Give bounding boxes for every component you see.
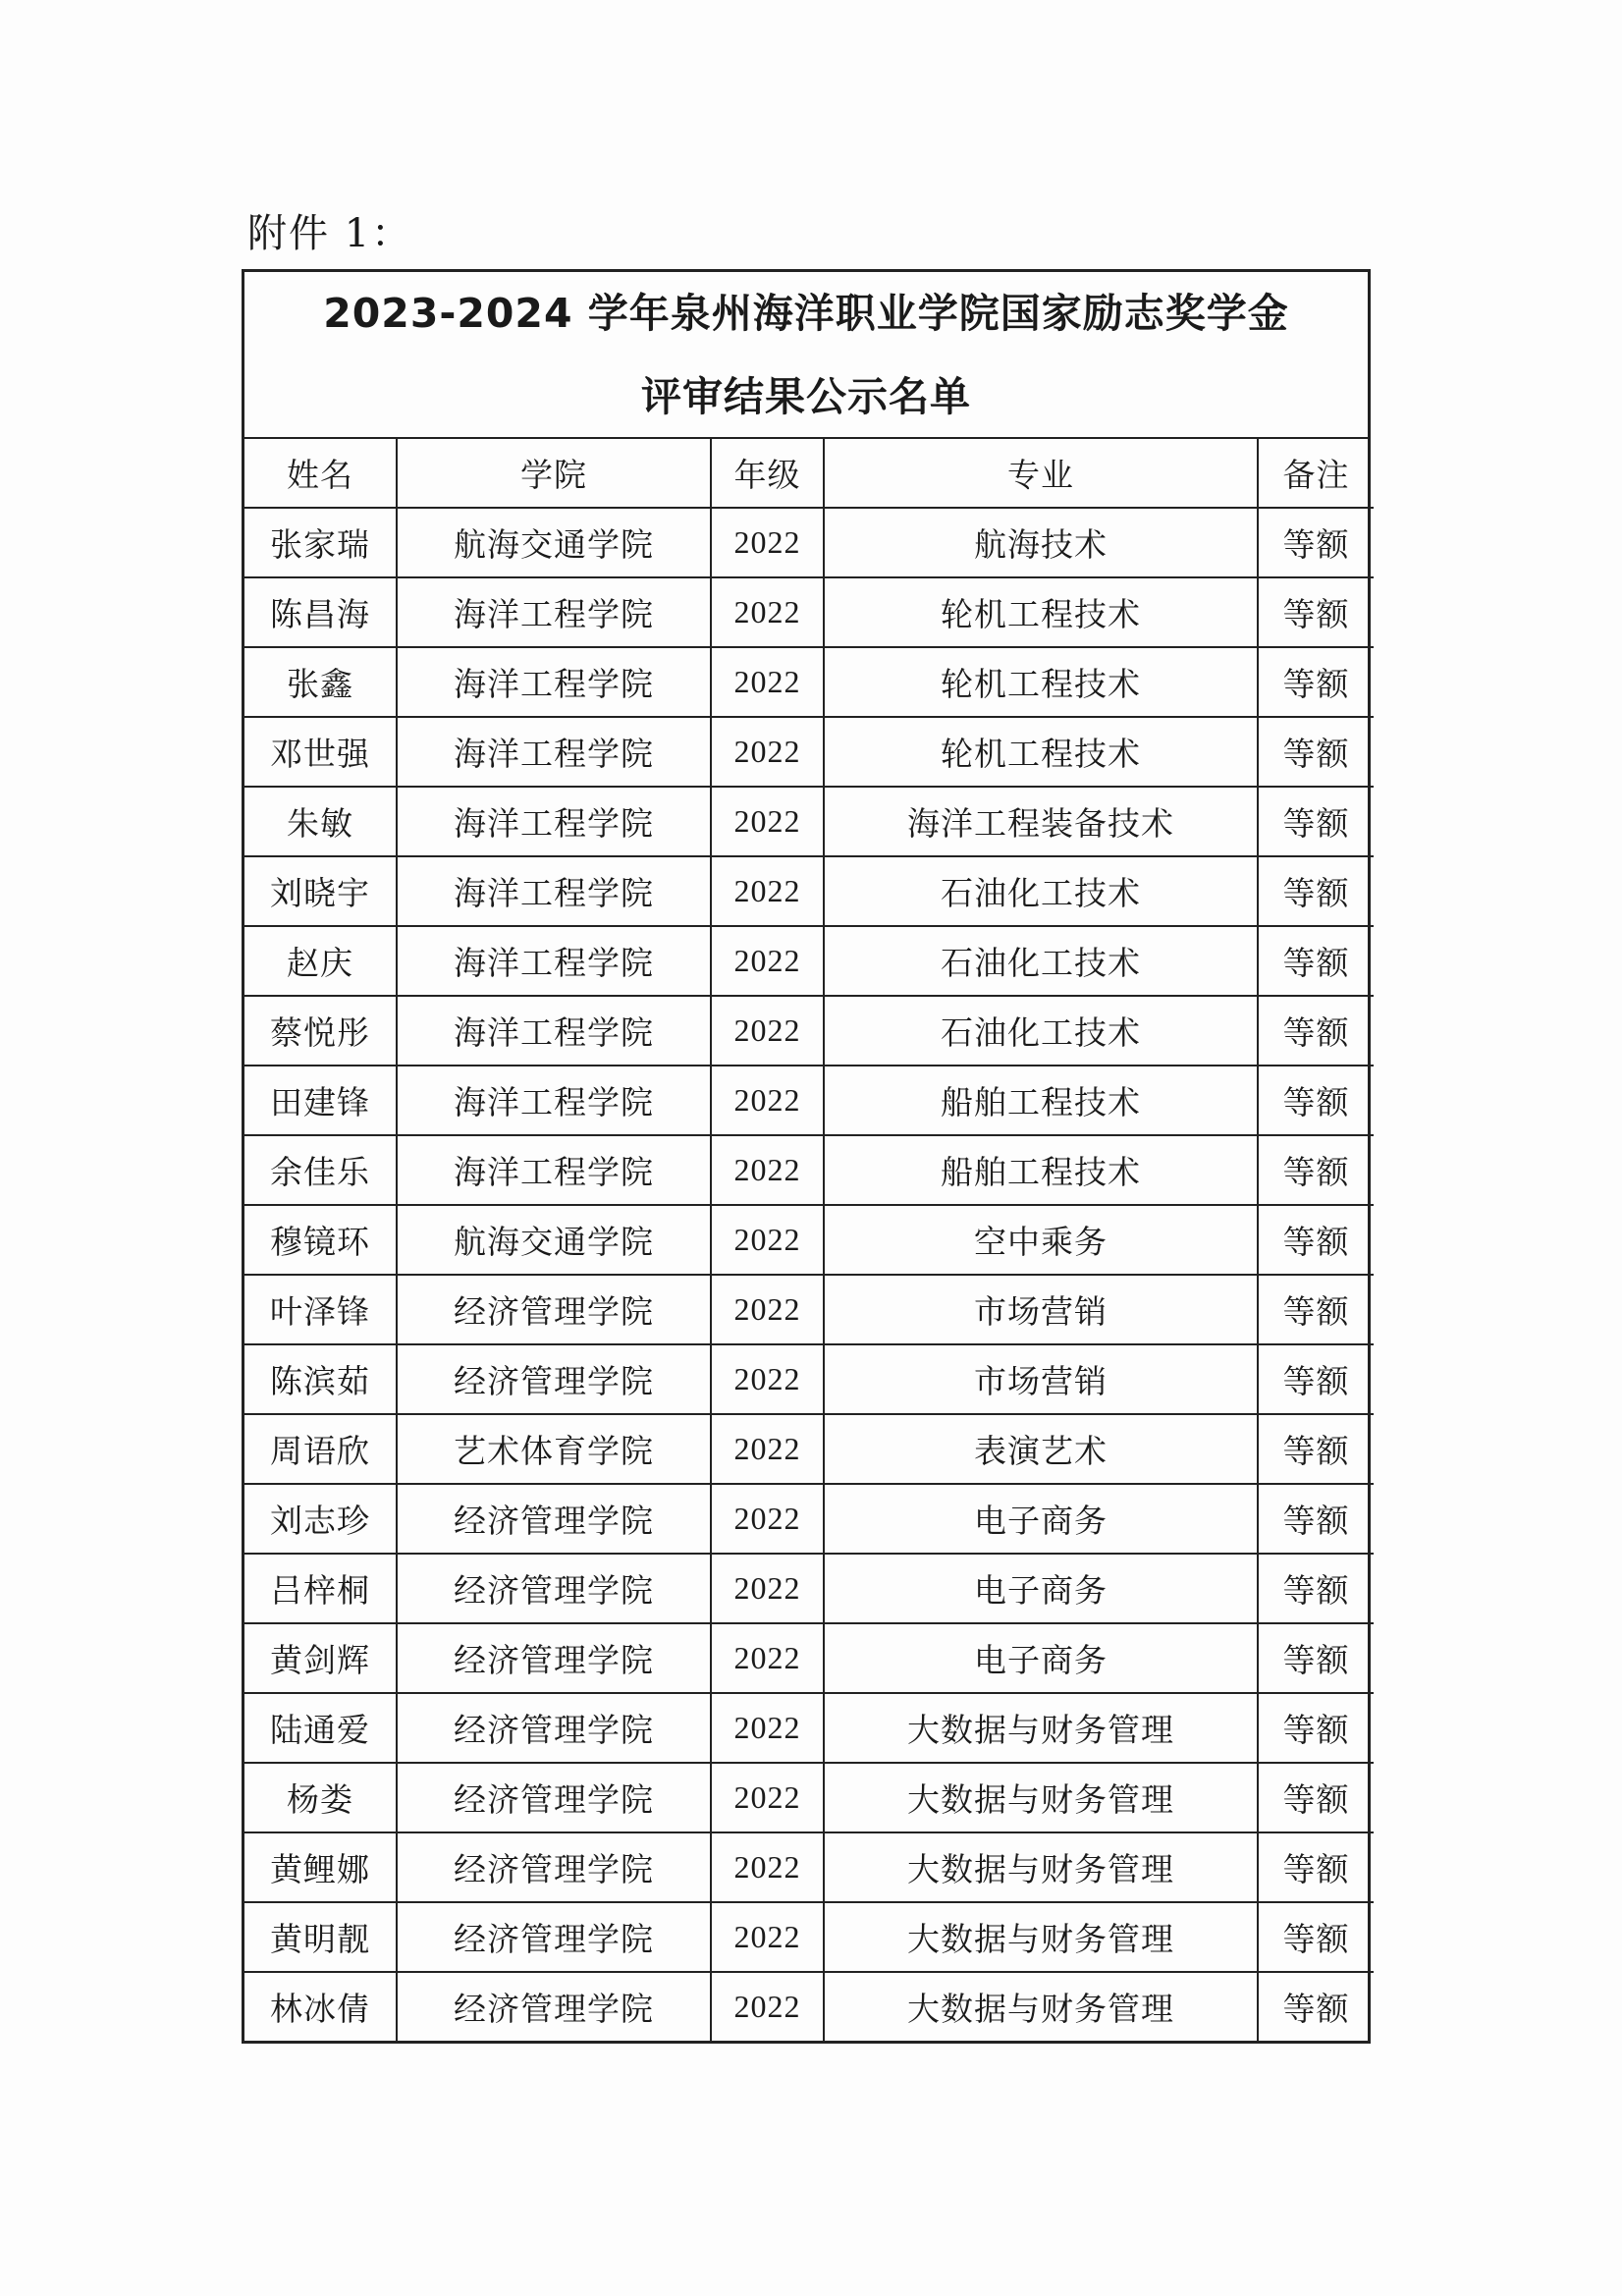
cell-college: 海洋工程学院 — [397, 647, 711, 717]
cell-note: 等额 — [1258, 1205, 1374, 1275]
cell-college: 经济管理学院 — [397, 1554, 711, 1623]
cell-major: 大数据与财务管理 — [824, 1693, 1258, 1763]
table-row — [244, 1414, 1374, 1484]
cell-college: 海洋工程学院 — [397, 577, 711, 647]
cell-name: 余佳乐 — [244, 1135, 397, 1205]
cell-note: 等额 — [1258, 1693, 1374, 1763]
cell-major: 石油化工技术 — [824, 996, 1258, 1066]
cell-major: 轮机工程技术 — [824, 577, 1258, 647]
table-row — [244, 1902, 1374, 1972]
table-row — [244, 787, 1374, 856]
cell-college: 经济管理学院 — [397, 1832, 711, 1902]
cell-major: 石油化工技术 — [824, 856, 1258, 926]
cell-note: 等额 — [1258, 1066, 1374, 1135]
cell-college: 海洋工程学院 — [397, 1135, 711, 1205]
cell-college: 海洋工程学院 — [397, 1066, 711, 1135]
cell-grade: 2022 — [711, 647, 824, 717]
cell-name: 张家瑞 — [244, 508, 397, 577]
cell-note: 等额 — [1258, 1275, 1374, 1344]
cell-name: 刘志珍 — [244, 1484, 397, 1554]
cell-note: 等额 — [1258, 1135, 1374, 1205]
cell-grade: 2022 — [711, 1484, 824, 1554]
cell-note: 等额 — [1258, 996, 1374, 1066]
cell-college: 经济管理学院 — [397, 1344, 711, 1414]
table-row — [244, 926, 1374, 996]
cell-major: 市场营销 — [824, 1275, 1258, 1344]
table-row — [244, 856, 1374, 926]
cell-note: 等额 — [1258, 1832, 1374, 1902]
table-body — [244, 508, 1374, 2041]
table-row — [244, 1275, 1374, 1344]
header-note: 备注 — [1258, 439, 1374, 508]
cell-name: 邓世强 — [244, 717, 397, 787]
cell-college: 海洋工程学院 — [397, 717, 711, 787]
cell-college: 经济管理学院 — [397, 1275, 711, 1344]
cell-major: 电子商务 — [824, 1554, 1258, 1623]
cell-note: 等额 — [1258, 647, 1374, 717]
results-table — [244, 439, 1374, 2041]
cell-grade: 2022 — [711, 1275, 824, 1344]
cell-grade: 2022 — [711, 926, 824, 996]
cell-college: 航海交通学院 — [397, 1205, 711, 1275]
cell-name: 黄明靓 — [244, 1902, 397, 1972]
cell-college: 海洋工程学院 — [397, 996, 711, 1066]
cell-grade: 2022 — [711, 1135, 824, 1205]
header-major: 专业 — [824, 439, 1258, 508]
cell-college: 海洋工程学院 — [397, 856, 711, 926]
cell-grade: 2022 — [711, 508, 824, 577]
cell-name: 林冰倩 — [244, 1972, 397, 2041]
cell-major: 大数据与财务管理 — [824, 1972, 1258, 2041]
cell-major: 船舶工程技术 — [824, 1066, 1258, 1135]
cell-grade: 2022 — [711, 1066, 824, 1135]
cell-major: 表演艺术 — [824, 1414, 1258, 1484]
cell-grade: 2022 — [711, 1902, 824, 1972]
cell-major: 轮机工程技术 — [824, 717, 1258, 787]
cell-name: 杨娄 — [244, 1763, 397, 1832]
attachment-label: 附件 1： — [247, 211, 413, 256]
cell-college: 艺术体育学院 — [397, 1414, 711, 1484]
cell-college: 经济管理学院 — [397, 1484, 711, 1554]
table-row — [244, 577, 1374, 647]
cell-college: 经济管理学院 — [397, 1972, 711, 2041]
cell-note: 等额 — [1258, 1972, 1374, 2041]
cell-major: 海洋工程装备技术 — [824, 787, 1258, 856]
cell-major: 船舶工程技术 — [824, 1135, 1258, 1205]
cell-grade: 2022 — [711, 787, 824, 856]
table-row — [244, 508, 1374, 577]
table-row — [244, 1554, 1374, 1623]
cell-grade: 2022 — [711, 1205, 824, 1275]
table-row — [244, 1205, 1374, 1275]
cell-major: 轮机工程技术 — [824, 647, 1258, 717]
table-row — [244, 1344, 1374, 1414]
table-row — [244, 1693, 1374, 1763]
cell-college: 航海交通学院 — [397, 508, 711, 577]
cell-note: 等额 — [1258, 787, 1374, 856]
table-title — [244, 272, 1368, 439]
cell-grade: 2022 — [711, 1832, 824, 1902]
cell-grade: 2022 — [711, 1972, 824, 2041]
cell-name: 叶泽锋 — [244, 1275, 397, 1344]
cell-note: 等额 — [1258, 1344, 1374, 1414]
cell-note: 等额 — [1258, 1623, 1374, 1693]
cell-name: 陈昌海 — [244, 577, 397, 647]
cell-note: 等额 — [1258, 856, 1374, 926]
table-header-row — [244, 439, 1374, 508]
table-row — [244, 996, 1374, 1066]
cell-major: 大数据与财务管理 — [824, 1763, 1258, 1832]
cell-name: 朱敏 — [244, 787, 397, 856]
header-college: 学院 — [397, 439, 711, 508]
cell-note: 等额 — [1258, 1554, 1374, 1623]
cell-grade: 2022 — [711, 1623, 824, 1693]
cell-note: 等额 — [1258, 508, 1374, 577]
table-row — [244, 1623, 1374, 1693]
cell-college: 经济管理学院 — [397, 1623, 711, 1693]
table-row — [244, 717, 1374, 787]
cell-name: 刘晓宇 — [244, 856, 397, 926]
title-line-2: 评审结果公示名单 — [641, 373, 971, 420]
table-row — [244, 1972, 1374, 2041]
title-line-1: 2023-2024 学年泉州海洋职业学院国家励志奖学金 — [323, 290, 1289, 337]
cell-grade: 2022 — [711, 856, 824, 926]
results-table-frame — [242, 269, 1371, 2044]
table-row — [244, 1832, 1374, 1902]
cell-name: 张鑫 — [244, 647, 397, 717]
cell-major: 石油化工技术 — [824, 926, 1258, 996]
cell-name: 黄剑辉 — [244, 1623, 397, 1693]
cell-college: 经济管理学院 — [397, 1693, 711, 1763]
cell-name: 蔡悦彤 — [244, 996, 397, 1066]
table-row — [244, 1066, 1374, 1135]
cell-grade: 2022 — [711, 1414, 824, 1484]
cell-grade: 2022 — [711, 996, 824, 1066]
table-row — [244, 1135, 1374, 1205]
cell-name: 陈滨茹 — [244, 1344, 397, 1414]
cell-major: 大数据与财务管理 — [824, 1902, 1258, 1972]
header-name: 姓名 — [244, 439, 397, 508]
cell-grade: 2022 — [711, 1344, 824, 1414]
table-row — [244, 1763, 1374, 1832]
cell-major: 电子商务 — [824, 1623, 1258, 1693]
cell-grade: 2022 — [711, 577, 824, 647]
cell-major: 市场营销 — [824, 1344, 1258, 1414]
cell-name: 穆镜环 — [244, 1205, 397, 1275]
cell-grade: 2022 — [711, 1693, 824, 1763]
cell-name: 陆通爱 — [244, 1693, 397, 1763]
cell-major: 空中乘务 — [824, 1205, 1258, 1275]
cell-name: 吕梓桐 — [244, 1554, 397, 1623]
cell-grade: 2022 — [711, 1554, 824, 1623]
cell-note: 等额 — [1258, 1484, 1374, 1554]
cell-note: 等额 — [1258, 926, 1374, 996]
cell-grade: 2022 — [711, 1763, 824, 1832]
cell-note: 等额 — [1258, 717, 1374, 787]
cell-college: 经济管理学院 — [397, 1763, 711, 1832]
cell-name: 黄鲤娜 — [244, 1832, 397, 1902]
cell-name: 赵庆 — [244, 926, 397, 996]
cell-major: 电子商务 — [824, 1484, 1258, 1554]
cell-note: 等额 — [1258, 1763, 1374, 1832]
cell-major: 大数据与财务管理 — [824, 1832, 1258, 1902]
cell-name: 田建锋 — [244, 1066, 397, 1135]
cell-college: 海洋工程学院 — [397, 787, 711, 856]
header-grade: 年级 — [711, 439, 824, 508]
cell-major: 航海技术 — [824, 508, 1258, 577]
cell-college: 经济管理学院 — [397, 1902, 711, 1972]
cell-college: 海洋工程学院 — [397, 926, 711, 996]
table-row — [244, 647, 1374, 717]
table-row — [244, 1484, 1374, 1554]
cell-note: 等额 — [1258, 1414, 1374, 1484]
cell-grade: 2022 — [711, 717, 824, 787]
cell-note: 等额 — [1258, 577, 1374, 647]
cell-name: 周语欣 — [244, 1414, 397, 1484]
cell-note: 等额 — [1258, 1902, 1374, 1972]
